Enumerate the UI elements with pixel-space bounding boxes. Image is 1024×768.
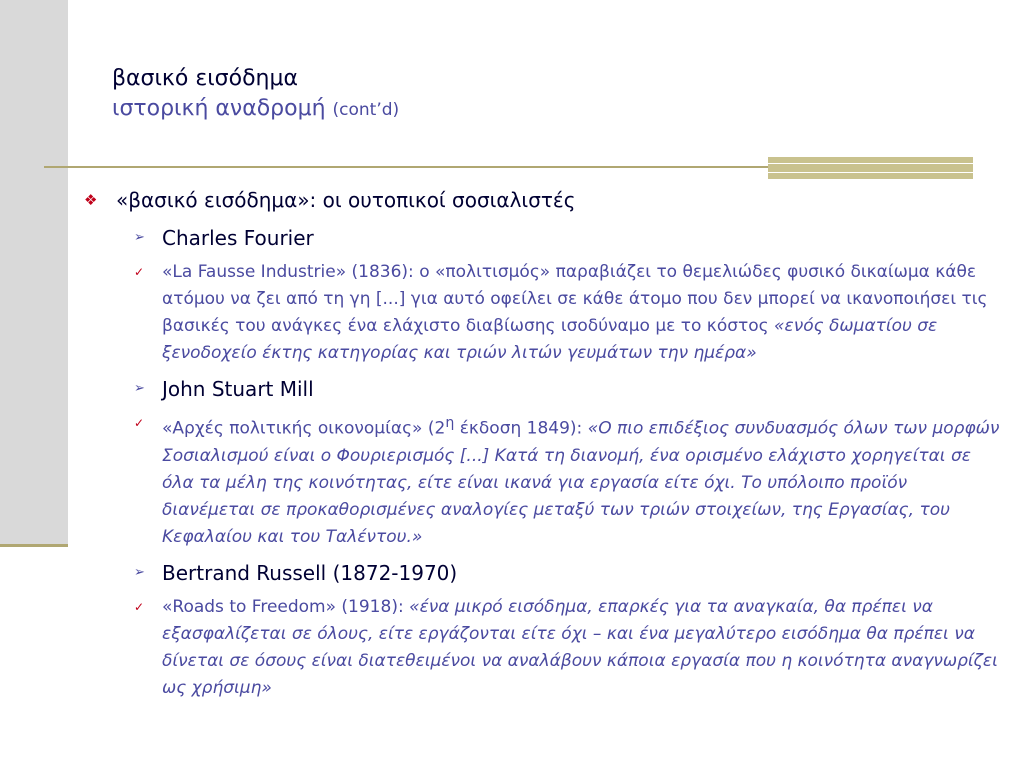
slide-title: [112, 64, 399, 125]
title-subtitle-text: ιστορική αναδρομή: [112, 96, 326, 121]
slide-body: [82, 184, 1002, 702]
quote-superscript: η: [445, 415, 455, 431]
title-subtitle-suffix: (cont’d): [332, 100, 400, 120]
quote-plain-cont: έκδοση 1849):: [454, 418, 588, 439]
level2-item-fourier: [82, 222, 1002, 254]
left-decorative-band: [0, 0, 68, 545]
arrowhead-bullet-icon: ➢: [134, 564, 145, 580]
checkmark-bullet-icon: ✓: [134, 599, 145, 614]
quote-italic: «ενός δωματίου σε ξενοδοχείο έκτης κατηγορίας και τριών λιτών γευμάτων την ημέρα»: [162, 316, 938, 363]
level2-text: Charles Fourier: [162, 226, 314, 250]
level1-item: [82, 184, 1002, 216]
arrowhead-bullet-icon: ➢: [134, 230, 145, 245]
quote-plain: «Αρχές πολιτικής οικονομίας» (2: [162, 418, 446, 439]
level1-text: «βασικό εισόδημα»: οι ουτοπικοί σοσιαλιστές: [116, 188, 576, 212]
level2-item-russell: [82, 557, 1002, 589]
quote-plain: «La Fausse Industrie» (1836): ο «πολιτισμός» παραβιάζει το θεμελιώδες φυσικό δικαίωμα κάθε ατόμου να ζει από τη γη [...] για αυτό οφείλει σε κάθε άτομο που δεν μπορεί να ικανοποιήσει τις βασικές του ανάγκες ένα ελάχιστο διαβίωσης ισοδύναμο με το κόστος: [162, 262, 988, 336]
checkmark-bullet-icon: ✓: [134, 265, 145, 279]
checkmark-bullet-icon: ✓: [134, 416, 145, 430]
level2-text: John Stuart Mill: [162, 377, 314, 401]
level3-item-fourier: [82, 259, 1002, 367]
diamond-cluster-bullet-icon: ❖: [84, 191, 98, 209]
level3-item-mill: [82, 410, 1002, 551]
title-main: βασικό εισόδημα: [112, 66, 298, 91]
quote-italic: «Ο πιο επιδέξιος συνδυασμός όλων των μορφών Σοσιαλισμού είναι ο Φουριερισμός [...] Κατά τη διανομή, ένα ορισμένο ελάχιστο χορηγείται σε όλα τα μέλη της κοινότητας, είτε είναι ικανά για εργασία είτε όχι. Το υπόλοιπο προϊόν διανέμεται σε προκαθορισμένες αναλογίες μεταξύ των τριών στοιχείων, της Εργασίας, του Κεφαλαίου και του Ταλέντου.»: [162, 418, 1000, 547]
quote-italic: «ένα μικρό εισόδημα, επαρκές για τα αναγκαία, θα πρέπει να εξασφαλίζεται σε όλους, είτε εργάζονται είτε όχι – και ένα μεγαλύτερο εισόδημα θα πρέπει να δίνεται σε όσους είναι διατεθειμένοι να αναλάβουν κάποια εργασία που η κοινότητα αναγνωρίζει ως χρήσιμη»: [162, 596, 998, 698]
level3-item-russell: [82, 594, 1002, 702]
title-subtitle: [112, 94, 399, 125]
arrowhead-bullet-icon: ➢: [134, 381, 145, 396]
level2-item-mill: [82, 373, 1002, 405]
level2-text: Bertrand Russell (1872-1970): [162, 560, 458, 585]
accent-bar: [768, 157, 973, 179]
quote-plain: «Roads to Freedom» (1918):: [162, 596, 410, 617]
left-band-underline: [0, 544, 68, 547]
